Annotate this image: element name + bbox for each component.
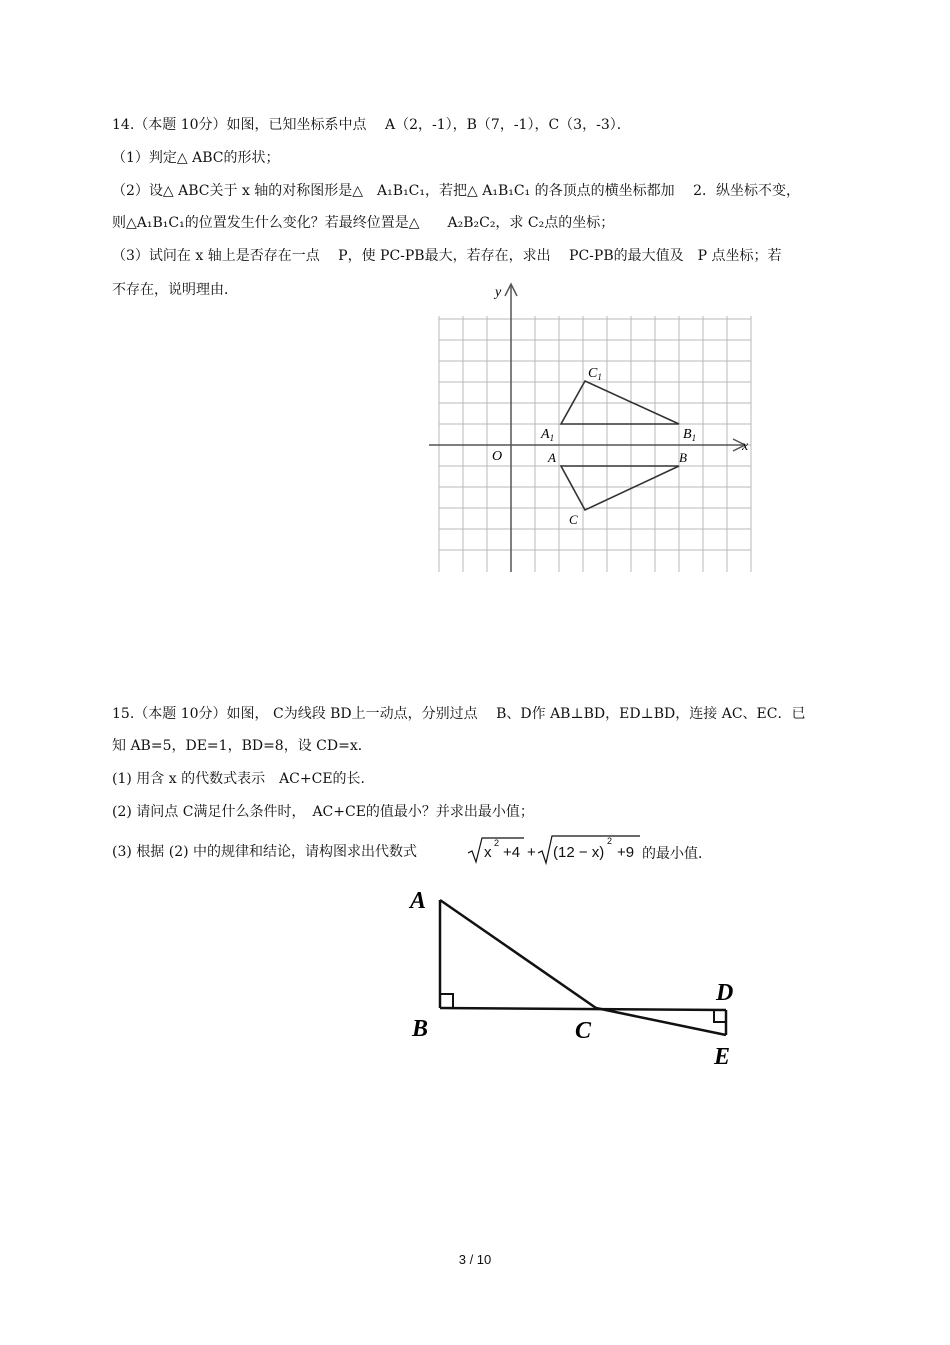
segment-ce [596,1008,726,1035]
point-label-e: E [714,1044,731,1070]
formula-plus4: +4 [503,844,521,861]
q15-part2: (2) 请问点 C满足什么条件时， AC+CE的值最小？并求出最小值； [112,804,534,820]
q14-part2-line1: （2）设△ ABC关于 x 轴的对称图形是△ A₁B₁C₁，若把△ A₁B₁C₁ 的各顶点的横坐标都加 2．纵坐标不变， [112,183,800,199]
q15-geometry-figure [400,880,760,1080]
formula-plus9: +9 [617,844,635,861]
point-label-a: A [548,450,556,465]
q14-stem: 14.（本题 10分）如图，已知坐标系中点 A（2，-1），B（7，-1），C（3，-3）． [112,117,631,133]
point-label-b1: $B_1$ [683,427,697,443]
page-number: 3 / 10 [458,1252,492,1267]
grid-lines [439,316,751,572]
triangle-abc [561,466,679,510]
point-label-a: A [410,888,427,914]
point-label-a1: $A_1$ [541,427,555,443]
q14-part1: （1）判定△ ABC的形状； [112,150,280,166]
point-label-c1: $C_1$ [588,366,602,382]
origin-label: O [492,449,503,464]
formula-term-x: x [484,844,492,861]
segment-ac [440,900,596,1008]
formula-exp-1: 2 [494,838,500,848]
point-label-b: B [679,450,687,465]
right-angle-mark-b [440,994,453,1008]
point-label-c: C [575,1018,592,1044]
point-label-b: B [412,1016,429,1042]
q14-part3-line1: （3）试问在 x 轴上是否存在一点 P，使 PC-PB最大，若存在，求出 PC-PB的最大值及 P 点坐标；若 [112,248,782,264]
q15-part1: (1) 用含 x 的代数式表示 AC+CE的长． [112,771,375,787]
y-axis-label: y [495,285,502,300]
q15-stem-line2: 知 AB=5，DE=1，BD=8，设 CD=x． [112,738,372,754]
q14-part3-line2: 不存在，说明理由． [112,282,238,298]
segment-bd [440,1008,726,1010]
formula-plus: + [527,844,536,861]
right-angle-mark-d [714,1010,726,1022]
formula-exp-2: 2 [607,836,613,846]
point-label-d: D [716,980,734,1006]
q15-stem-line1: 15.（本题 10分）如图， C为线段 BD上一动点，分别过点 B、D作 AB⊥BD，ED⊥BD，连接 AC、EC．已 [112,706,806,722]
q15-part3-suffix: 的最小值． [642,846,712,862]
formula-term-12-minus-x: (12 − x) [553,844,605,861]
x-axis-label: x [742,439,749,454]
q15-part3-prefix: (3) 根据 (2) 中的规律和结论，请构图求出代数式 [112,844,418,860]
q14-part2-line2: 则△A₁B₁C₁的位置发生什么变化？若最终位置是△ A₂B₂C₂，求 C₂点的坐标； [112,215,615,231]
q14-coordinate-figure [425,280,760,575]
point-label-c: C [569,512,578,527]
